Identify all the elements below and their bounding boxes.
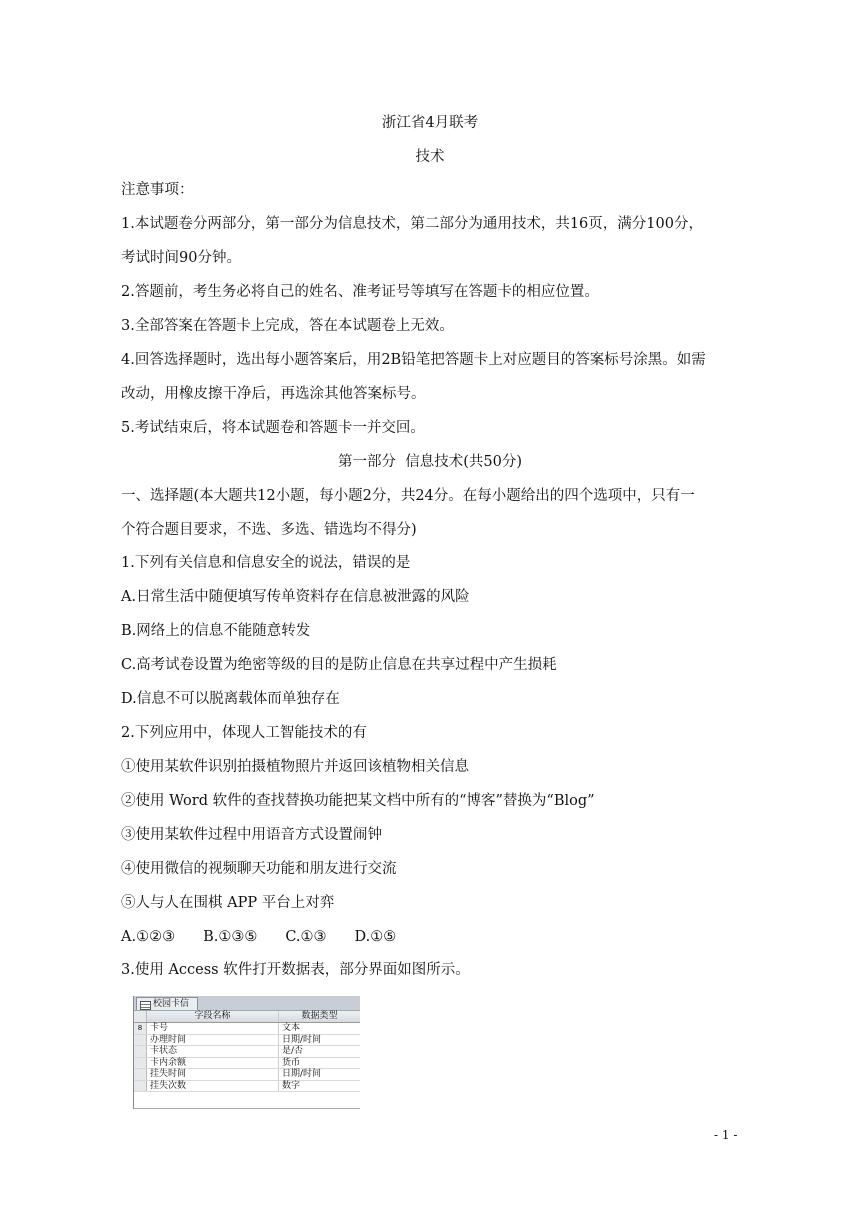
question-2-option-a: A.①②③	[121, 929, 176, 945]
page-number: - 1 -	[714, 1128, 738, 1142]
table-row	[134, 1046, 360, 1058]
column-header-field-name: 字段名称	[147, 1011, 279, 1022]
question-3-stem: 3.使用 Access 软件打开数据表，部分界面如图所示。	[121, 962, 470, 978]
row-selector	[134, 1046, 147, 1057]
notice-heading: 注意事项：	[121, 182, 194, 198]
field-name-cell: 卡号	[147, 1023, 279, 1034]
primary-key-icon: 8	[134, 1023, 147, 1034]
table-row	[134, 1058, 360, 1070]
access-table-tab	[136, 997, 198, 1010]
table-row	[134, 1081, 360, 1093]
question-2-item: ②使用 Word 软件的查找替换功能把某文档中所有的“博客”替换为“Blog”	[121, 793, 595, 809]
question-2-item: ④使用微信的视频聊天功能和朋友进行交流	[121, 861, 397, 877]
question-2-option-d: D.①⑤	[354, 929, 397, 945]
table-row	[134, 1035, 360, 1047]
access-grid-header	[134, 1011, 360, 1023]
table-row	[134, 1069, 360, 1081]
part-title: 第一部分 信息技术(共50分)	[338, 454, 522, 470]
question-2-stem: 2.下列应用中，体现人工智能技术的有	[121, 725, 367, 741]
field-name-cell: 挂失时间	[147, 1069, 279, 1080]
field-name-cell: 挂失次数	[147, 1081, 279, 1092]
subject-title: 技术	[415, 149, 445, 165]
notice-line: 1.本试题卷分两部分，第一部分为信息技术，第二部分为通用技术，共16页，满分100分，	[121, 216, 703, 232]
question-1-stem: 1.下列有关信息和信息安全的说法，错误的是	[121, 555, 411, 571]
row-selector-header	[134, 1011, 147, 1022]
data-type-cell: 日期/时间	[282, 1034, 322, 1045]
question-2-options	[121, 927, 424, 947]
question-2-item: ③使用某软件过程中用语音方式设置闹钟	[121, 827, 382, 843]
field-name-cell: 办理时间	[147, 1035, 279, 1046]
notice-line: 4.回答选择题时，选出每小题答案后，用2B铅笔把答题卡上对应题目的答案标号涂黑。如需	[121, 352, 706, 368]
access-table-design-screenshot	[133, 996, 360, 1109]
exam-title: 浙江省4月联考	[381, 115, 479, 131]
notice-line: 考试时间90分钟。	[121, 250, 241, 266]
question-1-option-a: A.日常生活中随便填写传单资料存在信息被泄露的风险	[121, 589, 470, 605]
data-type-cell: 是/否	[282, 1046, 304, 1056]
access-tab-bar	[134, 996, 360, 1011]
notice-line: 改动，用橡皮擦干净后，再选涂其他答案标号。	[121, 386, 426, 402]
field-name-cell: 卡状态	[147, 1046, 279, 1057]
data-type-cell: 日期/时间	[282, 1069, 322, 1079]
access-field-grid	[134, 1011, 360, 1092]
notice-line: 2.答题前，考生务必将自己的姓名、准考证号等填写在答题卡的相应位置。	[121, 284, 599, 300]
question-1-option-d: D.信息不可以脱离载体而单独存在	[121, 691, 340, 707]
question-2-option-b: B.①③⑤	[203, 929, 258, 945]
row-selector	[134, 1058, 147, 1069]
data-type-cell: 文本	[282, 1023, 301, 1033]
row-selector	[134, 1069, 147, 1080]
section-instructions: 一、选择题(本大题共12小题，每小题2分，共24分。在每小题给出的四个选项中，只有一	[121, 488, 695, 504]
table-icon	[140, 1001, 151, 1010]
question-2-option-c: C.①③	[285, 929, 327, 945]
notice-line: 5.考试结束后，将本试题卷和答题卡一并交回。	[121, 420, 425, 436]
question-2-item: ①使用某软件识别拍摄植物照片并返回该植物相关信息	[121, 759, 469, 775]
row-selector	[134, 1081, 147, 1092]
table-row	[134, 1023, 360, 1035]
access-tab-label: 校园卡信	[153, 999, 190, 1009]
section-instructions: 个符合题目要求，不选、多选、错选均不得分)	[121, 522, 417, 538]
question-1-option-b: B.网络上的信息不能随意转发	[121, 623, 311, 639]
notice-line: 3.全部答案在答题卡上完成，答在本试题卷上无效。	[121, 318, 454, 334]
data-type-cell: 数字	[282, 1080, 301, 1091]
question-1-option-c: C.高考试卷设置为绝密等级的目的是防止信息在共享过程中产生损耗	[121, 657, 557, 673]
column-header-data-type: 数据类型	[301, 1011, 338, 1021]
question-2-item: ⑤人与人在围棋 APP 平台上对弈	[121, 895, 335, 911]
data-type-cell: 货币	[282, 1057, 301, 1068]
field-name-cell: 卡内余额	[147, 1058, 279, 1069]
row-selector	[134, 1035, 147, 1046]
